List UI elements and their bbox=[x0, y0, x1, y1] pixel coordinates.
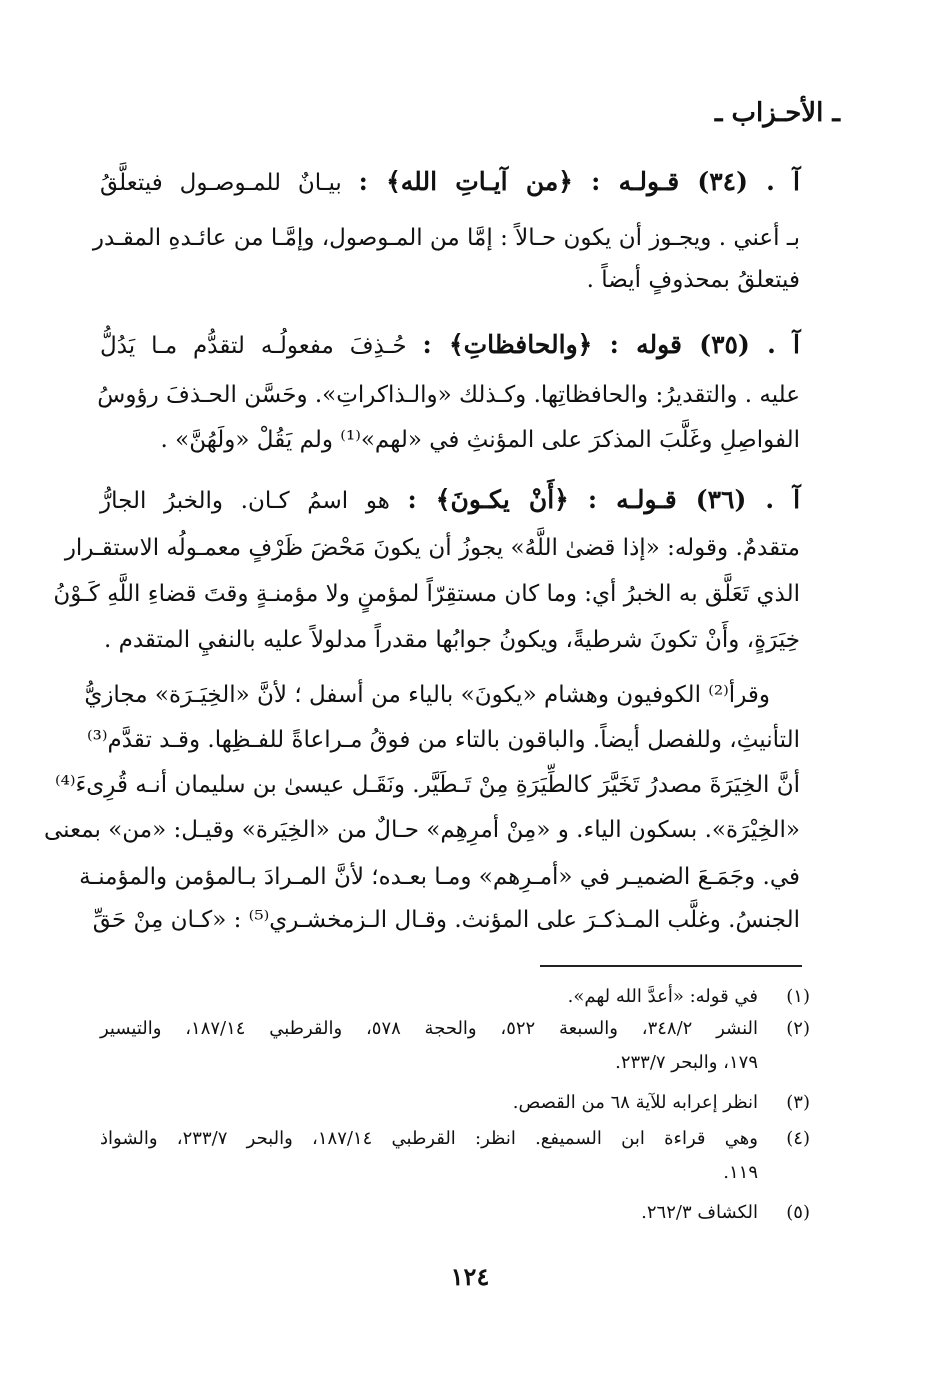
paragraph-line-3: أنَّ الخِيَرَةَ مصدرُ تَخَيَّرَ كالطِّيَرَةِ مِنْ تَـطَيَّر. ونَقَـل عيسىٰ بن سليمان أنـه قُرِىءَ⁽⁴⁾ bbox=[54, 772, 800, 798]
verse-36-heading: آ . (٣٦) قـولـه : ﴿أَنْ يكـونَ﴾ : bbox=[407, 485, 801, 514]
footnote-3 bbox=[100, 1088, 810, 1118]
verse-35-line-3: الفواصِلِ وغَلَّبَ المذكرَ على المؤنثِ في «لهم»⁽¹⁾ ولم يَقُلْ «ولَهُنَّ» . bbox=[160, 427, 800, 453]
footnote-number: (٤) bbox=[786, 1128, 810, 1149]
verse-34-text: بيـانٌ للمـوصـول فيتعلَّقُ bbox=[100, 170, 342, 196]
verse-34-line-1 bbox=[100, 162, 800, 202]
paragraph-line-6: الجنسُ. وغلَّب المـذكـرَ على المؤنث. وقـال الـزمخشـري⁽⁵⁾ : «كـان مِنْ حَقِّ bbox=[92, 907, 800, 933]
paragraph-line-5: في. وجَمَـعَ الضميـر في «أمـرِهم» ومـا بعـده؛ لأنَّ المـرادَ بـالمؤمن والمؤمنـة bbox=[79, 864, 800, 890]
page-number: ١٢٤ bbox=[450, 1262, 490, 1291]
verse-35-line-1 bbox=[100, 325, 800, 365]
footnote-5 bbox=[100, 1198, 810, 1228]
verse-35-text: حُـذِفَ مفعولُـه لتقدُّم مـا يَدُلُّ bbox=[100, 333, 407, 359]
verse-34-line-3: فيتعلقُ بمحذوفٍ أيضاً . bbox=[586, 267, 800, 293]
footnote-number: (١) bbox=[786, 986, 810, 1007]
verse-34-line-2: بـ أعني . ويجـوز أن يكون حـالاً : إمَّا من المـوصول، وإمَّـا من عائـدهِ المقـدر bbox=[92, 225, 800, 251]
verse-36-line-2: متقدمٌ. وقوله: «إذا قضىٰ اللَّهُ» يجوزُ أن يكونَ مَحْضَ ظَرْفٍ معمـولُه الاستقـرار bbox=[64, 535, 800, 561]
footnote-text: ١١٩. bbox=[723, 1162, 758, 1183]
verse-36-text: هو اسمُ كـان. والخبرُ الجارُّ bbox=[100, 488, 390, 514]
footnote-1 bbox=[100, 982, 810, 1012]
footnote-text: انظر إعرابه للآية ٦٨ من القصص. bbox=[512, 1092, 758, 1113]
footnote-4 bbox=[100, 1124, 810, 1154]
footnote-text: ١٧٩، والبحر ٢٣٣/٧. bbox=[615, 1052, 758, 1073]
verse-35-line-2: عليه . والتقديرُ: والحافظاتِها. وكـذلك «والـذاكراتِ». وحَسَّن الحـذفَ رؤوسُ bbox=[97, 382, 800, 408]
footnote-text: النشر ٣٤٨/٢، والسبعة ٥٢٢، والحجة ٥٧٨، والقرطبي ١٨٧/١٤، والتيسير bbox=[100, 1018, 758, 1039]
footnote-text: في قوله: «أعدَّ الله لهم». bbox=[567, 986, 758, 1007]
verse-36-line-4: خِيَرَةٍ، وأَنْ تكونَ شرطيةً، ويكونُ جوابُها مقدراً مدلولاً عليه بالنفيِ المتقدم . bbox=[103, 627, 800, 653]
footnote-separator bbox=[540, 965, 802, 967]
footnote-number: (٢) bbox=[786, 1018, 810, 1039]
footnote-2-continued bbox=[100, 1048, 810, 1078]
verse-35-heading: آ . (٣٥) قوله : ﴿والحافظاتِ﴾ : bbox=[422, 330, 800, 359]
verse-34-heading: آ . (٣٤) قـولـه : ﴿من آيـاتِ الله﴾ : bbox=[358, 167, 800, 196]
footnote-text: وهي قراءة ابن السميفع. انظر: القرطبي ١٨٧/١٤، والبحر ٢٣٣/٧، والشواذ bbox=[100, 1128, 758, 1149]
paragraph-line-1: وقرأ⁽²⁾ الكوفيون وهشام «يكونَ» بالياء من أسفل ؛ لأنَّ «الخِيَـرَة» مجازيُّ bbox=[84, 682, 770, 708]
footnote-2 bbox=[100, 1014, 810, 1044]
footnote-4-continued bbox=[100, 1158, 810, 1188]
paragraph-line-4: «الخِيْرَة». بسكون الياء. و «مِنْ أمرِهِم» حـالٌ من «الخِيَرة» وقيـل: «من» بمعنى bbox=[44, 817, 800, 843]
footnote-number: (٥) bbox=[786, 1202, 810, 1223]
footnote-number: (٣) bbox=[786, 1092, 810, 1113]
footnote-text: الكشاف ٢٦٢/٣. bbox=[641, 1202, 758, 1223]
verse-36-line-3: الذي تَعَلَّق به الخبرُ أي: وما كان مستقِرّاً لمؤمنٍ ولا مؤمنـةٍ وقتَ قضاءِ اللَّهِ كَـوْنُ bbox=[53, 581, 800, 607]
running-head: ـ الأحـزاب ـ bbox=[714, 98, 840, 128]
verse-36-line-1 bbox=[100, 480, 800, 520]
paragraph-line-2: التأنيثِ، وللفصل أيضاً. والباقون بالتاء من فوقُ مـراعاةً للفـظِها. وقـد تقدَّم⁽³⁾ bbox=[86, 727, 800, 753]
